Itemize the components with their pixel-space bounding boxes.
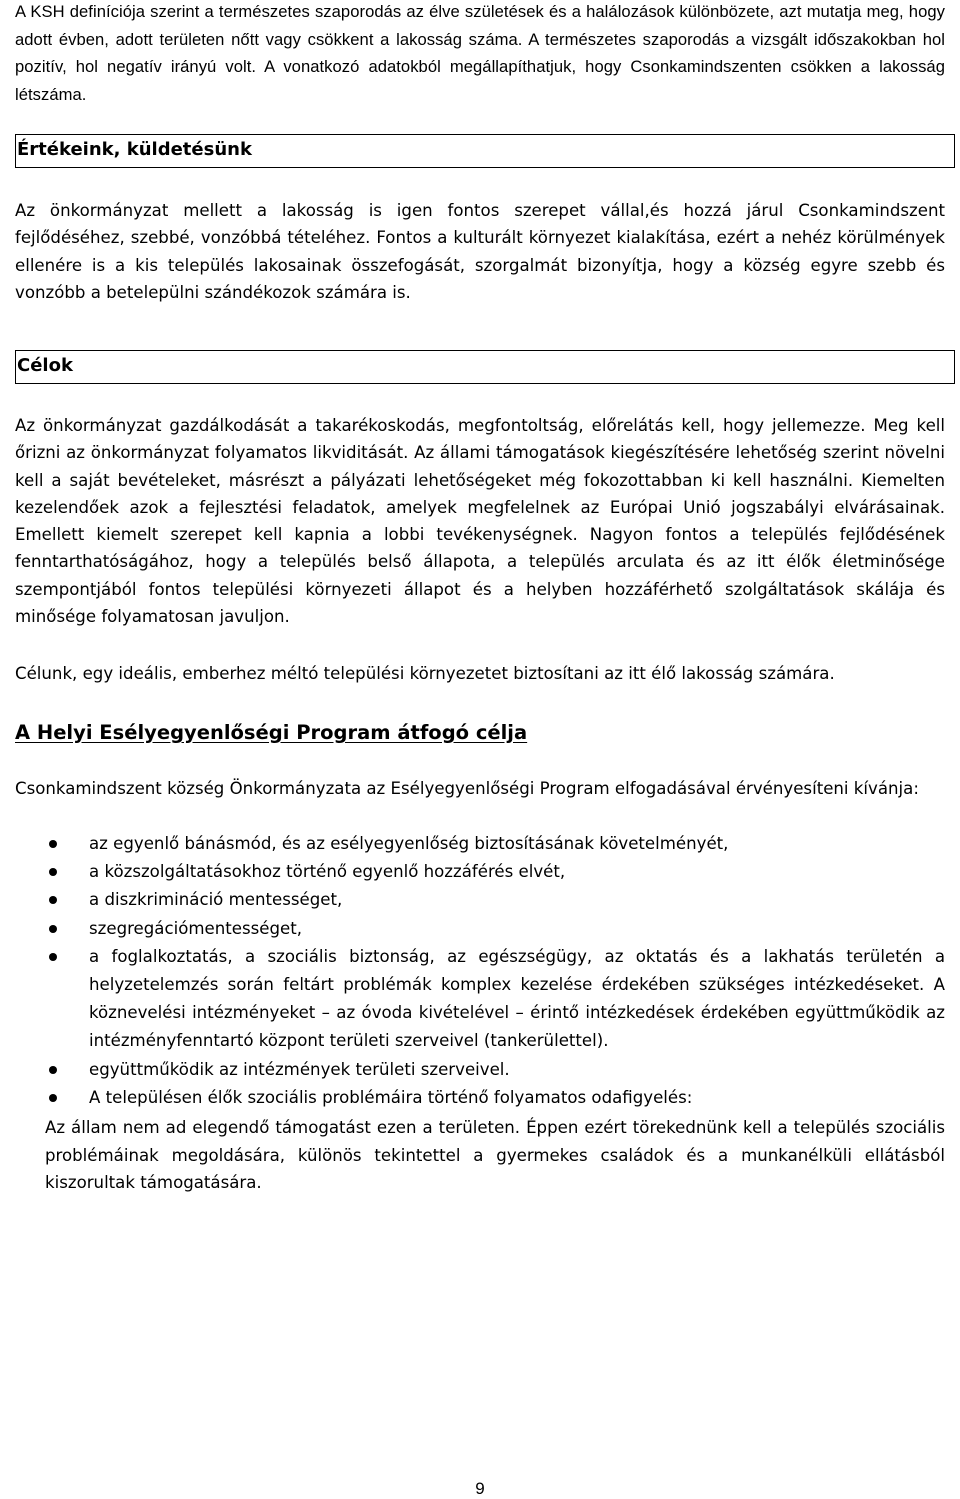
bullet-icon: [49, 840, 57, 848]
goals-heading: Célok: [17, 355, 73, 376]
list-item: [15, 830, 945, 858]
list-item-text: a foglalkoztatás, a szociális biztonság, az egészségügy, az oktatás és a lakhatás területén a helyzetelemzés során feltárt problémák komplex kezelése érdekében szükséges intézkedéseket. A köznevelési intézményeket – az óvoda kivételével – érintő intézkedések érdekében együttműködik az intézményfenntartó központ területi szerveivel (tankerülettel).: [89, 946, 945, 1051]
list-item-text: szegregációmentességet,: [89, 918, 302, 938]
values-heading: Értékeink, küldetésünk: [17, 139, 252, 160]
list-item: [15, 1056, 945, 1084]
list-item: [15, 1084, 945, 1112]
intro-paragraph: A KSH definíciója szerint a természetes szaporodás az élve születések és a halálozások különbözete, azt mutatja meg, hogy adott évben, adott területen nőtt vagy csökkent a lakosság száma. A természetes szaporodás a vizsgált időszakokban hol pozitív, hol negatív irányú volt. A vonatkozó adatokból megállapíthatjuk, hogy Csonkamindszenten csökken a lakosság létszáma.: [15, 2, 945, 104]
bullet-icon: [49, 896, 57, 904]
list-item-text: a közszolgáltatásokhoz történő egyenlő hozzáférés elvét,: [89, 862, 566, 882]
list-item-text: a diszkrimináció mentességet,: [89, 890, 343, 910]
list-item-text: együttműködik az intézmények területi szerveivel.: [89, 1059, 510, 1079]
list-item-text: A településen élők szociális problémáira történő folyamatos odafigyelés:: [89, 1087, 693, 1107]
goals-paragraph: Az önkormányzat gazdálkodását a takarékoskodás, megfontoltság, előrelátás kell, hogy jellemezze. Meg kell őrizni az önkormányzat folyamatos likviditását. Az állami támogatások kiegészítésére lehetőség szerint növelni kell a saját bevételeket, másrészt a pályázati lehetőségeket még fokozottabban ki kell használni. Kiemelten kezelendőek azok a fejlesztési feladatok, amelyek megfelelnek az Európai Unió jogszabályi elvárásainak. Emellett kiemelt szerepet kell kapnia a lobbi tevékenységnek. Nagyon fontos a település fejlődésének fenntarthatóságához, hogy a település belső állapota, a település arculata és az itt élők életminősége szempontjából fontos települési környezeti állapot és a helyben hozzáférhető szolgáltatások skálája és minősége folyamatosan javuljon.: [15, 416, 945, 627]
goals-heading-box: [15, 350, 955, 384]
bullet-icon: [49, 953, 57, 961]
values-heading-box: [15, 134, 955, 168]
bullet-icon: [49, 868, 57, 876]
list-item: [15, 886, 945, 914]
list-item: [15, 915, 945, 943]
list-item: [15, 858, 945, 886]
bullet-icon: [49, 925, 57, 933]
values-paragraph: Az önkormányzat mellett a lakosság is igen fontos szerepet vállal,és hozzá járul Csonkamindszent fejlődéséhez, szebbé, vonzóbbá tételéhez. Fontos a kulturált környezet kialakítása, ezért a nehéz körülmények ellenére is a kis település lakosainak összefogását, szorgalmát bizonyítja, hogy a község egyre szebb és vonzóbb a betelepülni szándékozok számára is.: [15, 201, 945, 302]
program-intro: Csonkamindszent község Önkormányzata az Esélyegyenlőségi Program elfogadásával érvényesíteni kívánja:: [15, 779, 919, 798]
goals-closing-line: Célunk, egy ideális, emberhez méltó települési környezetet biztosítani az itt élő lakosság számára.: [15, 664, 835, 683]
program-bullet-list: [15, 830, 945, 1112]
program-title: A Helyi Esélyegyenlőségi Program átfogó célja: [15, 721, 528, 744]
program-closing-paragraph: Az állam nem ad elegendő támogatást ezen a területen. Éppen ezért törekednünk kell a település szociális problémáinak megoldására, különös tekintettel a gyermekes családok és a munkanélküli ellátásból kiszorultak támogatására.: [45, 1118, 945, 1192]
page-number: 9: [475, 1479, 485, 1498]
list-item: [15, 943, 945, 1056]
bullet-icon: [49, 1094, 57, 1102]
bullet-icon: [49, 1066, 57, 1074]
list-item-text: az egyenlő bánásmód, és az esélyegyenlőség biztosításának követelményét,: [89, 834, 729, 853]
